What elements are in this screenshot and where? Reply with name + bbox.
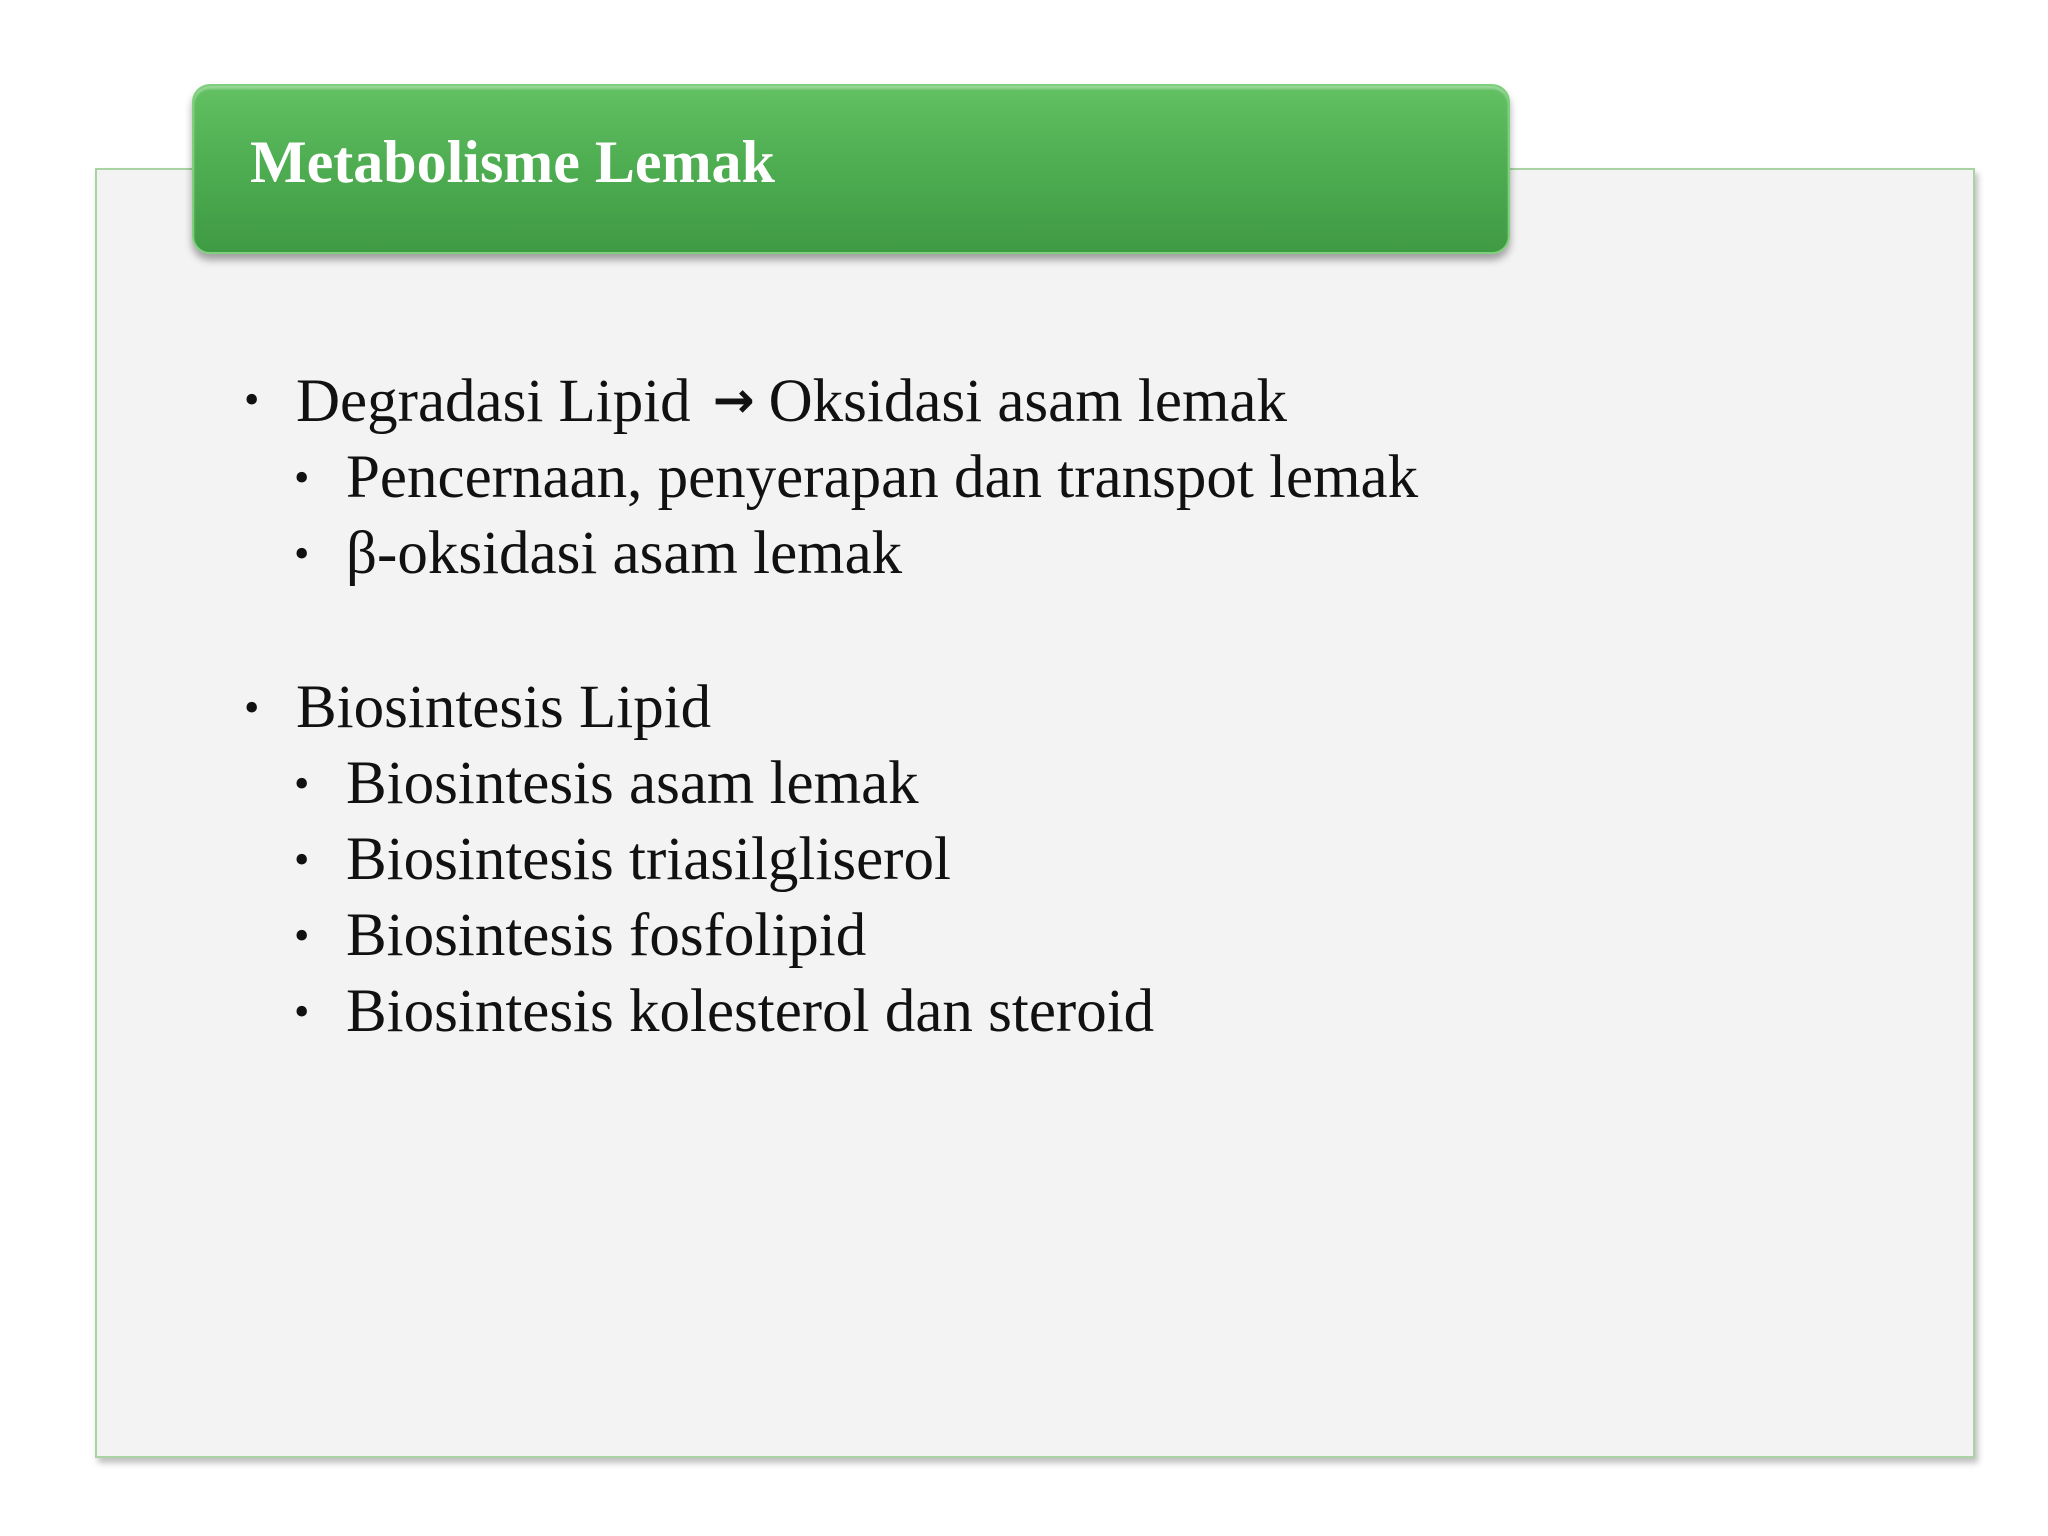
sub-bullet-text: Biosintesis triasilgliserol	[346, 826, 951, 893]
bullet-dot-icon: •	[294, 759, 310, 808]
bullet-heading-result: Oksidasi asam lemak	[768, 368, 1287, 435]
bullet-degradasi-lipid	[240, 362, 1890, 440]
sub-bullet-text: Biosintesis asam lemak	[346, 750, 919, 817]
bullet-dot-icon: •	[294, 453, 310, 502]
sub-bullet-kolesterol	[240, 974, 1890, 1050]
bullet-biosintesis-lipid	[240, 670, 1890, 746]
sub-bullet-text: β-oksidasi asam lemak	[346, 520, 903, 587]
sub-bullet-text: Biosintesis kolesterol dan steroid	[346, 978, 1155, 1045]
bullet-dot-icon: •	[244, 375, 260, 424]
sub-bullet-fosfolipid	[240, 898, 1890, 974]
bullet-dot-icon: •	[294, 835, 310, 884]
bullet-heading: Biosintesis Lipid	[296, 674, 712, 741]
sub-bullet-text: Biosintesis fosfolipid	[346, 902, 867, 969]
sub-bullet-pencernaan	[240, 440, 1890, 516]
bullet-dot-icon: •	[294, 911, 310, 960]
bullet-list	[240, 362, 1890, 1050]
bullet-dot-icon: •	[294, 529, 310, 578]
section-gap	[240, 592, 1890, 670]
slide-title: Metabolisme Lemak	[250, 129, 775, 195]
right-arrow-icon: →	[712, 371, 755, 429]
bullet-heading: Degradasi Lipid	[296, 368, 691, 435]
sub-bullet-triasilgliserol	[240, 822, 1890, 898]
bullet-dot-icon: •	[244, 683, 260, 732]
sub-bullet-beta-oksidasi	[240, 516, 1890, 592]
bullet-dot-icon: •	[294, 987, 310, 1036]
title-bar	[192, 84, 1510, 254]
sub-bullet-text: Pencernaan, penyerapan dan transpot lemak	[346, 444, 1419, 511]
sub-bullet-asam-lemak	[240, 746, 1890, 822]
